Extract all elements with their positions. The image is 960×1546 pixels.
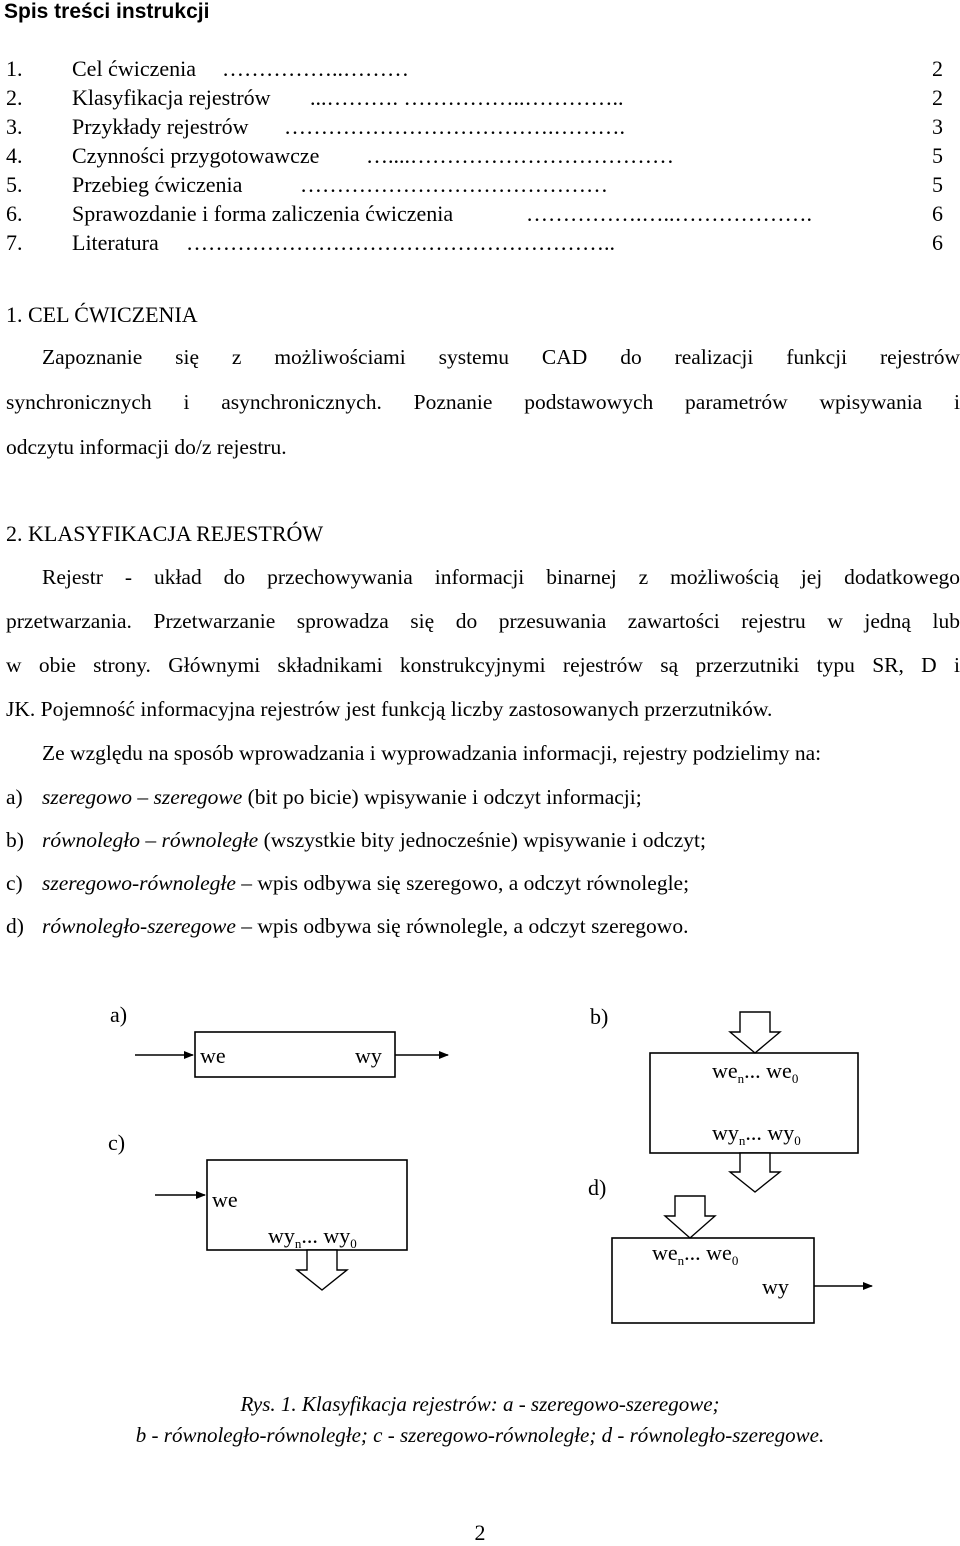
toc-item-label: Przebieg ćwiczenia xyxy=(72,172,243,197)
list-term: równoległo-szeregowe xyxy=(42,914,236,938)
output-label-b: $wy_n$... $wy_0$ xyxy=(712,1120,801,1148)
list-desc: – wpis odbywa się równolegle, a odczyt szeregowo. xyxy=(235,914,689,938)
toc-item-label: Klasyfikacja rejestrów xyxy=(72,85,271,110)
list-item xyxy=(6,871,690,896)
section-heading: 2. KLASYFIKACJA REJESTRÓW xyxy=(6,521,324,546)
parallel-input-arrow-b xyxy=(730,1012,780,1053)
toc-item-dots: …………………………………… xyxy=(300,172,608,197)
toc-item-label: Literatura xyxy=(72,230,159,255)
list-item xyxy=(6,914,689,939)
parallel-output-arrow-c xyxy=(297,1250,347,1290)
toc-item-number: 3. xyxy=(6,114,23,139)
toc-item-label: Cel ćwiczenia xyxy=(72,56,196,81)
input-label-c: we xyxy=(212,1187,238,1212)
toc-item-label: Sprawozdanie i forma zaliczenia ćwiczenia xyxy=(72,201,454,226)
input-label-d: $we_n$... $we_0$ xyxy=(652,1240,739,1268)
section-heading: 1. CEL ĆWICZENIA xyxy=(6,302,198,327)
list-term: równoległo – równoległe xyxy=(42,828,259,852)
list-term: szeregowo – szeregowe xyxy=(42,785,243,809)
toc-item-number: 5. xyxy=(6,172,23,197)
toc-item-dots: ………………………………………………….. xyxy=(186,230,615,255)
figure-caption-line2: b - równoległo-równoległe; c - szeregowo-równoległe; d - równoległo-szeregowe. xyxy=(135,1423,825,1447)
list-item xyxy=(6,828,706,853)
toc-item-page: 5 xyxy=(932,143,943,168)
toc-item-number: 2. xyxy=(6,85,23,110)
toc-item-label: Przykłady rejestrów xyxy=(72,114,249,139)
list-marker: d) xyxy=(6,914,24,938)
toc-item-label: Czynności przygotowawcze xyxy=(72,143,320,168)
toc-item[interactable] xyxy=(0,85,960,113)
list-desc: (bit po bicie) wpisywanie i odczyt informacji; xyxy=(242,785,642,809)
toc-item[interactable] xyxy=(0,172,960,200)
toc-item-dots: ……………..……… xyxy=(222,56,409,81)
paragraph-line: Ze względu na sposób wprowadzania i wyprowadzania informacji, rejestry podzielimy na: xyxy=(42,741,822,765)
toc-item-number: 1. xyxy=(6,56,23,81)
paragraph-line: przetwarzania. Przetwarzanie sprowadza się do przesuwania zawartości rejestru w jedną lub xyxy=(6,609,960,633)
input-label-b: $we_n$... $we_0$ xyxy=(712,1058,799,1086)
paragraph-line: synchronicznych i asynchronicznych. Poznanie podstawowych parametrów wpisywania i xyxy=(6,390,960,414)
toc-item[interactable] xyxy=(0,143,960,171)
paragraph-line: w obie strony. Głównymi składnikami konstrukcyjnymi rejestrów są przerzutniki typu SR, D i xyxy=(6,653,960,677)
toc-item-dots: …………….…..………………. xyxy=(526,201,812,226)
toc-item-page: 3 xyxy=(932,114,943,139)
toc-item-page: 5 xyxy=(932,172,943,197)
list-item xyxy=(6,785,642,810)
list-marker: a) xyxy=(6,785,23,809)
output-label-a: wy xyxy=(355,1043,382,1068)
paragraph-line: odczytu informacji do/z rejestru. xyxy=(6,435,287,459)
diagram-label-d: d) xyxy=(588,1175,607,1200)
toc-item-page: 6 xyxy=(932,201,943,226)
toc-item-page: 2 xyxy=(932,85,943,110)
list-desc: – wpis odbywa się szeregowo, a odczyt równolegle; xyxy=(235,871,690,895)
toc-item-number: 4. xyxy=(6,143,23,168)
paragraph-line: Rejestr - układ do przechowywania informacji binarnej z możliwością jej dodatkowego xyxy=(42,565,960,589)
parallel-output-arrow-b xyxy=(730,1153,780,1192)
toc-item[interactable] xyxy=(0,201,960,229)
toc-item-dots: …....……………………………… xyxy=(366,143,674,168)
paragraph-line: Zapoznanie się z możliwościami systemu CAD do realizacji funkcji rejestrów xyxy=(42,345,960,369)
figure-caption-line1: Rys. 1. Klasyfikacja rejestrów: a - szeregowo-szeregowe; xyxy=(240,1392,720,1416)
list-term: szeregowo-równoległe xyxy=(42,871,236,895)
output-label-c: $wy_n$... $wy_0$ xyxy=(268,1223,357,1251)
list-marker: b) xyxy=(6,828,24,852)
toc-item-page: 6 xyxy=(932,230,943,255)
toc-item[interactable] xyxy=(0,114,960,142)
register-classification-diagram xyxy=(0,990,960,1380)
toc-item-dots: ...………. ……………..………….. xyxy=(310,85,624,110)
toc-item[interactable] xyxy=(0,230,960,258)
diagram-label-c: c) xyxy=(108,1130,126,1155)
toc-item-number: 7. xyxy=(6,230,23,255)
list-marker: c) xyxy=(6,871,23,895)
diagram-label-b: b) xyxy=(590,1004,609,1029)
toc-title: Spis treści instrukcji xyxy=(4,0,210,23)
toc-item-dots: ……………………………….………. xyxy=(284,114,625,139)
paragraph-line: JK. Pojemność informacyjna rejestrów jest funkcją liczby zastosowanych przerzutników. xyxy=(6,697,773,721)
toc-item-page: 2 xyxy=(932,56,943,81)
output-label-d: wy xyxy=(762,1274,789,1299)
toc-item-number: 6. xyxy=(6,201,23,226)
input-label-a: we xyxy=(200,1043,226,1068)
parallel-input-arrow-d xyxy=(665,1196,715,1238)
page-number: 2 xyxy=(474,1520,486,1545)
list-desc: (wszystkie bity jednocześnie) wpisywanie i odczyt; xyxy=(258,828,706,852)
toc-item[interactable] xyxy=(0,56,960,84)
diagram-label-a: a) xyxy=(110,1002,128,1027)
